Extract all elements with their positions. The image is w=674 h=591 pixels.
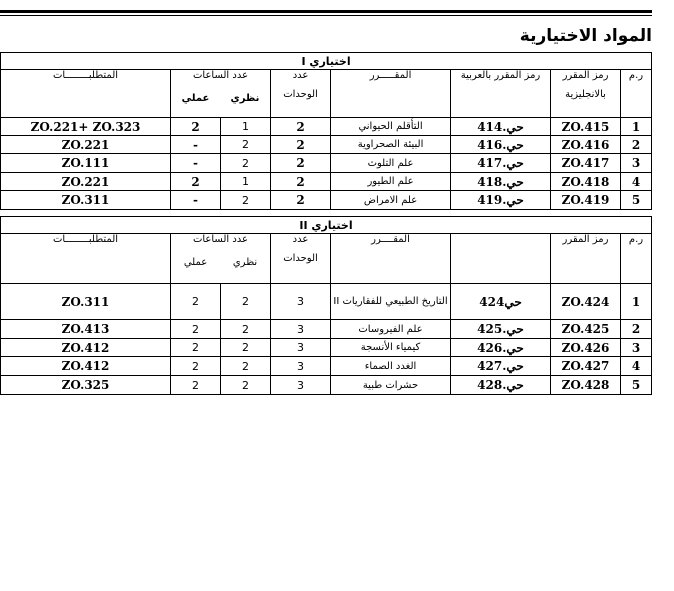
row-code-ar: حي.427	[451, 357, 551, 376]
header-hours-label: عدد الساعات	[192, 70, 249, 81]
row-practical: 2	[171, 357, 221, 376]
row-prereq: ZO.221+ ZO.323	[1, 118, 171, 136]
row-course: علم الفيروسات	[331, 320, 451, 339]
row-code-en: ZO.415	[551, 118, 621, 136]
row-prereq: ZO.221	[1, 173, 171, 191]
row-practical: 2	[171, 118, 221, 136]
header2-prereq: المتطلبــــــــات	[1, 234, 171, 284]
row-code-ar: حي.428	[451, 376, 551, 395]
header-course: المقـــــرر	[331, 70, 451, 118]
header2-num: ر.م	[621, 234, 652, 284]
header2-hours	[171, 234, 271, 284]
row-course: التأقلم الحيواني	[331, 118, 451, 136]
row-code-en: ZO.419	[551, 191, 621, 210]
row-theory: 2	[221, 376, 271, 395]
row-units: 2	[271, 154, 331, 173]
header2-units-line2: الوحدات	[283, 253, 318, 264]
row-num: 3	[621, 154, 652, 173]
table-row	[1, 136, 652, 154]
row-practical: 2	[171, 320, 221, 339]
header-hours	[171, 70, 271, 118]
header2-hours-label: عدد الساعات	[192, 234, 249, 245]
row-practical: -	[171, 154, 221, 173]
row-prereq: ZO.221	[1, 136, 171, 154]
row-theory: 2	[221, 357, 271, 376]
row-num: 1	[621, 118, 652, 136]
top-rule	[0, 10, 652, 13]
row-theory: 2	[221, 339, 271, 357]
row-code-ar: حي.417	[451, 154, 551, 173]
table-row	[1, 284, 652, 320]
row-course: الغدد الصماء	[331, 357, 451, 376]
header2-code-ar-empty	[451, 234, 551, 284]
header2-code: رمز المقرر	[551, 234, 621, 284]
row-prereq: ZO.311	[1, 284, 171, 320]
row-course: علم التلوث	[331, 154, 451, 173]
row-code-ar: حي.418	[451, 173, 551, 191]
header-code-en	[551, 70, 621, 118]
row-prereq: ZO.311	[1, 191, 171, 210]
row-code-ar: حي.426	[451, 339, 551, 357]
header2-course: المقــــرر	[331, 234, 451, 284]
row-prereq: ZO.412	[1, 357, 171, 376]
row-practical: -	[171, 136, 221, 154]
top-rule-thin	[0, 15, 652, 16]
row-code-en: ZO.426	[551, 339, 621, 357]
row-code-en: ZO.416	[551, 136, 621, 154]
header-practical: عملي	[181, 93, 210, 104]
header-units-line1: عدد	[292, 70, 309, 81]
row-course: كيمياء الأنسجة	[331, 339, 451, 357]
section1-label: اختياري I	[1, 53, 652, 70]
row-code-ar: حي.425	[451, 320, 551, 339]
section2-label: اختياري II	[1, 217, 652, 234]
row-code-en: ZO.424	[551, 284, 621, 320]
page-title: المواد الاختيارية	[519, 26, 652, 46]
row-num: 2	[621, 320, 652, 339]
table-row	[1, 339, 652, 357]
row-num: 1	[621, 284, 652, 320]
table-row	[1, 154, 652, 173]
header2-units-line1: عدد	[292, 234, 309, 245]
row-theory: 2	[221, 284, 271, 320]
header-prereq: المتطلبــــــــات	[1, 70, 171, 118]
row-units: 3	[271, 339, 331, 357]
row-prereq: ZO.325	[1, 376, 171, 395]
row-code-ar: حي.414	[451, 118, 551, 136]
electives-table-2	[0, 216, 652, 395]
header2-units	[271, 234, 331, 284]
row-units: 3	[271, 284, 331, 320]
row-theory: 1	[221, 173, 271, 191]
row-theory: 1	[221, 118, 271, 136]
row-num: 5	[621, 376, 652, 395]
table-row	[1, 357, 652, 376]
row-code-en: ZO.427	[551, 357, 621, 376]
row-course: حشرات طبية	[331, 376, 451, 395]
row-practical: 2	[171, 339, 221, 357]
row-num: 3	[621, 339, 652, 357]
header-units-line2: الوحدات	[283, 89, 318, 100]
row-num: 4	[621, 173, 652, 191]
row-units: 2	[271, 173, 331, 191]
row-course: التاريخ الطبيعي للفقاريات II	[331, 284, 451, 320]
row-theory: 2	[221, 154, 271, 173]
row-code-en: ZO.428	[551, 376, 621, 395]
row-practical: 2	[171, 284, 221, 320]
row-theory: 2	[221, 136, 271, 154]
header-code-en-line1: رمز المقرر	[562, 70, 609, 81]
row-code-ar: حي.419	[451, 191, 551, 210]
row-units: 3	[271, 320, 331, 339]
row-num: 2	[621, 136, 652, 154]
row-units: 3	[271, 357, 331, 376]
row-code-en: ZO.425	[551, 320, 621, 339]
row-units: 2	[271, 118, 331, 136]
row-practical: 2	[171, 173, 221, 191]
header-units	[271, 70, 331, 118]
row-code-en: ZO.418	[551, 173, 621, 191]
row-prereq: ZO.413	[1, 320, 171, 339]
table-row	[1, 191, 652, 210]
row-course: علم الامراض	[331, 191, 451, 210]
row-prereq: ZO.412	[1, 339, 171, 357]
table-row	[1, 118, 652, 136]
table-row	[1, 320, 652, 339]
row-num: 5	[621, 191, 652, 210]
row-num: 4	[621, 357, 652, 376]
header-theory: نظري	[230, 93, 260, 104]
header2-practical: عملي	[183, 257, 208, 268]
electives-table-1	[0, 52, 652, 210]
row-code-ar: حي424	[451, 284, 551, 320]
header-code-ar: رمز المقرر بالعربية	[451, 70, 551, 118]
row-practical: -	[171, 191, 221, 210]
row-theory: 2	[221, 191, 271, 210]
row-course: علم الطيور	[331, 173, 451, 191]
row-practical: 2	[171, 376, 221, 395]
header-code-en-line2: بالانجليزية	[565, 89, 606, 100]
table-row	[1, 376, 652, 395]
row-course: البيئة الصحراوية	[331, 136, 451, 154]
header-num: ر.م	[621, 70, 652, 118]
row-code-ar: حي.416	[451, 136, 551, 154]
table-row	[1, 173, 652, 191]
row-units: 2	[271, 191, 331, 210]
row-theory: 2	[221, 320, 271, 339]
row-prereq: ZO.111	[1, 154, 171, 173]
row-units: 2	[271, 136, 331, 154]
header2-theory: نظري	[232, 257, 258, 268]
row-code-en: ZO.417	[551, 154, 621, 173]
row-units: 3	[271, 376, 331, 395]
